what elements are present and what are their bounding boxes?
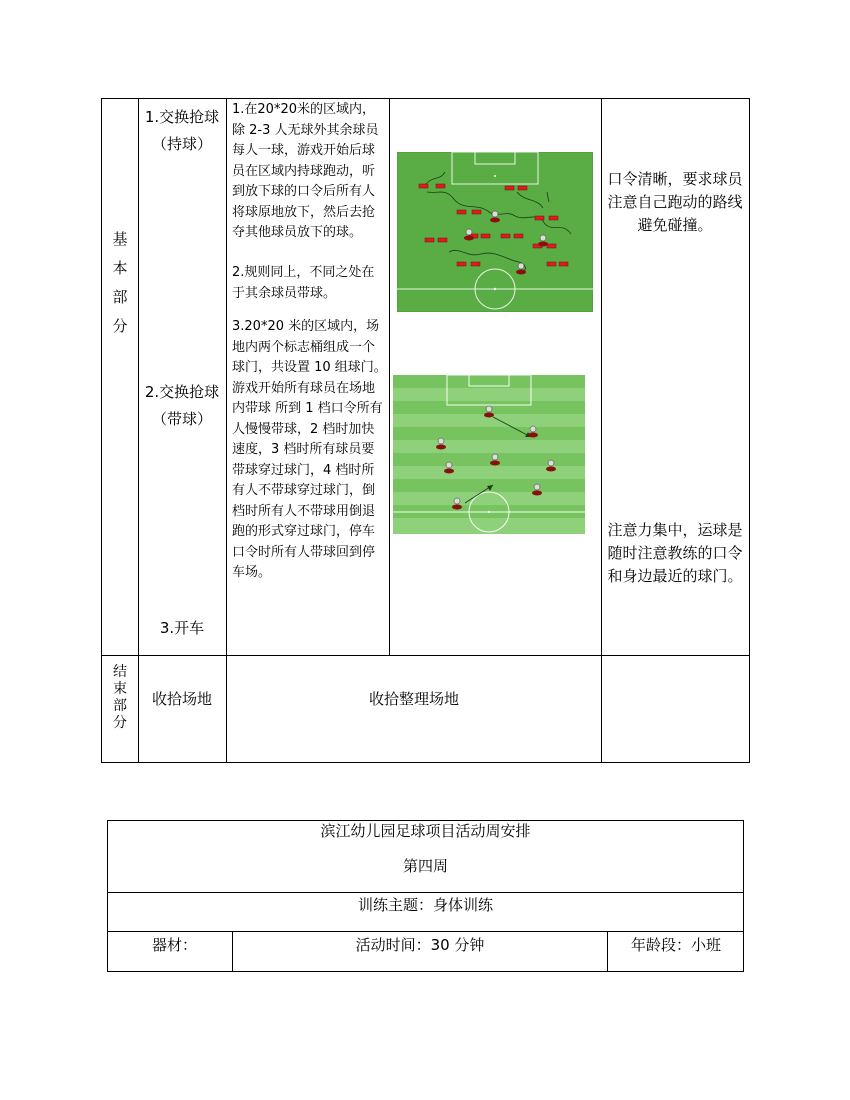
- training-theme: 训练主题：身体训练: [357, 896, 493, 914]
- description-2: 2.规则同上，不同之处在于其余球员带球。: [232, 265, 375, 301]
- tip-2: 注意力集中，运球是随时注意教练的口令和身边最近的球门。: [607, 521, 743, 585]
- end-item-label: 收拾场地: [151, 690, 212, 708]
- description-3: 3.20*20 米的区域内，场地内两个标志桶组成一个球门，共设置 10 组球门。游戏开始所有球员在场地内带球 所到 1 档口令所有人慢慢带球，2 档时加快速度，3 档时所有球员要带球穿过球门，4 档时所有人不带球穿过球门，倒档时所有人不带球用倒退跑的形式穿过球门，停车口令时所有人带球回到停车场。: [232, 319, 387, 580]
- end-description: 收拾整理场地: [368, 690, 459, 708]
- tip-1: 口令清晰，要求球员注意自己跑动的路线避免碰撞。: [607, 170, 743, 234]
- activity-time: 活动时间：30 分钟: [355, 936, 485, 954]
- equipment-label: 器材：: [152, 936, 198, 954]
- week-label: 第四周: [402, 857, 448, 875]
- age-group: 年龄段：小班: [630, 936, 721, 954]
- drill-diagram-2: [393, 375, 585, 534]
- item-1-label: 1.交换抢球（持球）: [144, 108, 220, 153]
- week-table-title: 滨江幼儿园足球项目活动周安排: [320, 822, 531, 840]
- item-3-label: 3.开车: [159, 619, 205, 637]
- item-2-label: 2.交换抢球（带球）: [144, 383, 220, 428]
- drill-diagram-1: [397, 152, 593, 312]
- description-1: 1.在20*20米的区域内，除 2-3 人无球外其余球员每人一球，游戏开始后球员在区域内持球跑动，听到放下球的口令后所有人将球原地放下，然后去抢夺其他球员放下的球。: [232, 102, 379, 240]
